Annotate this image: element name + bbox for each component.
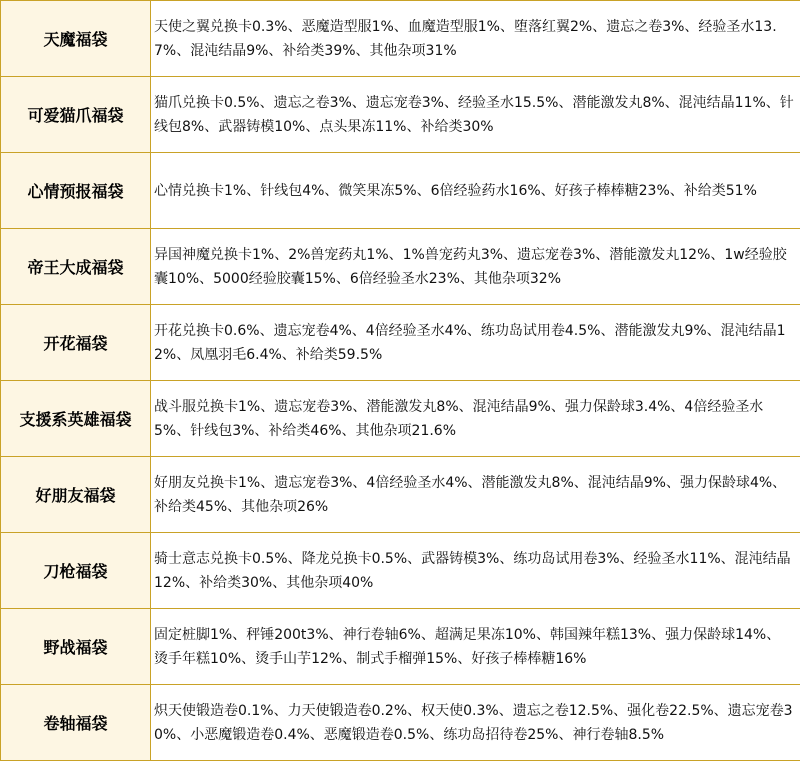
bag-name: 支援系英雄福袋 xyxy=(1,381,151,457)
bag-name: 卷轴福袋 xyxy=(1,685,151,761)
table-row xyxy=(1,229,800,305)
bag-contents: 心情兑换卡1%、针线包4%、微笑果冻5%、6倍经验药水16%、好孩子棒棒糖23%、补给类51% xyxy=(151,153,800,229)
bag-contents: 猫爪兑换卡0.5%、遗忘之卷3%、遗忘宠卷3%、经验圣水15.5%、潜能激发丸8%、混沌结晶11%、针线包8%、武器铸模10%、点头果冻11%、补给类30% xyxy=(151,77,800,153)
bag-contents: 开花兑换卡0.6%、遗忘宠卷4%、4倍经验圣水4%、练功岛试用卷4.5%、潜能激发丸9%、混沌结晶12%、凤凰羽毛6.4%、补给类59.5% xyxy=(151,305,800,381)
bag-name: 心情预报福袋 xyxy=(1,153,151,229)
bag-contents: 固定桩脚1%、秤锤200t3%、神行卷轴6%、超满足果冻10%、韩国辣年糕13%、强力保龄球14%、烫手年糕10%、烫手山芋12%、制式手榴弹15%、好孩子棒棒糖16% xyxy=(151,609,800,685)
bag-contents: 炽天使锻造卷0.1%、力天使锻造卷0.2%、权天使0.3%、遗忘之卷12.5%、强化卷22.5%、遗忘宠卷30%、小恶魔锻造卷0.4%、恶魔锻造卷0.5%、练功岛招待卷25%、神行卷轴8.5% xyxy=(151,685,800,761)
table-row xyxy=(1,1,800,77)
bag-contents: 异国神魔兑换卡1%、2%兽宠药丸1%、1%兽宠药丸3%、遗忘宠卷3%、潜能激发丸12%、1w经验胶囊10%、5000经验胶囊15%、6倍经验圣水23%、其他杂项32% xyxy=(151,229,800,305)
bag-contents: 好朋友兑换卡1%、遗忘宠卷3%、4倍经验圣水4%、潜能激发丸8%、混沌结晶9%、强力保龄球4%、补给类45%、其他杂项26% xyxy=(151,457,800,533)
bag-name: 刀枪福袋 xyxy=(1,533,151,609)
bag-name: 帝王大成福袋 xyxy=(1,229,151,305)
table-row xyxy=(1,609,800,685)
bag-name: 开花福袋 xyxy=(1,305,151,381)
table-row xyxy=(1,457,800,533)
bag-contents: 天使之翼兑换卡0.3%、恶魔造型服1%、血魔造型服1%、堕落红翼2%、遗忘之卷3%、经验圣水13.7%、混沌结晶9%、补给类39%、其他杂项31% xyxy=(151,1,800,77)
table-row xyxy=(1,533,800,609)
bag-name: 天魔福袋 xyxy=(1,1,151,77)
bag-contents: 骑士意志兑换卡0.5%、降龙兑换卡0.5%、武器铸模3%、练功岛试用卷3%、经验圣水11%、混沌结晶12%、补给类30%、其他杂项40% xyxy=(151,533,800,609)
table-row xyxy=(1,381,800,457)
bag-name: 可爱猫爪福袋 xyxy=(1,77,151,153)
bag-contents: 战斗服兑换卡1%、遗忘宠卷3%、潜能激发丸8%、混沌结晶9%、强力保龄球3.4%、4倍经验圣水5%、针线包3%、补给类46%、其他杂项21.6% xyxy=(151,381,800,457)
table-row xyxy=(1,685,800,761)
table-row xyxy=(1,305,800,381)
bag-name: 野战福袋 xyxy=(1,609,151,685)
table-row xyxy=(1,153,800,229)
bag-name: 好朋友福袋 xyxy=(1,457,151,533)
table-row xyxy=(1,77,800,153)
